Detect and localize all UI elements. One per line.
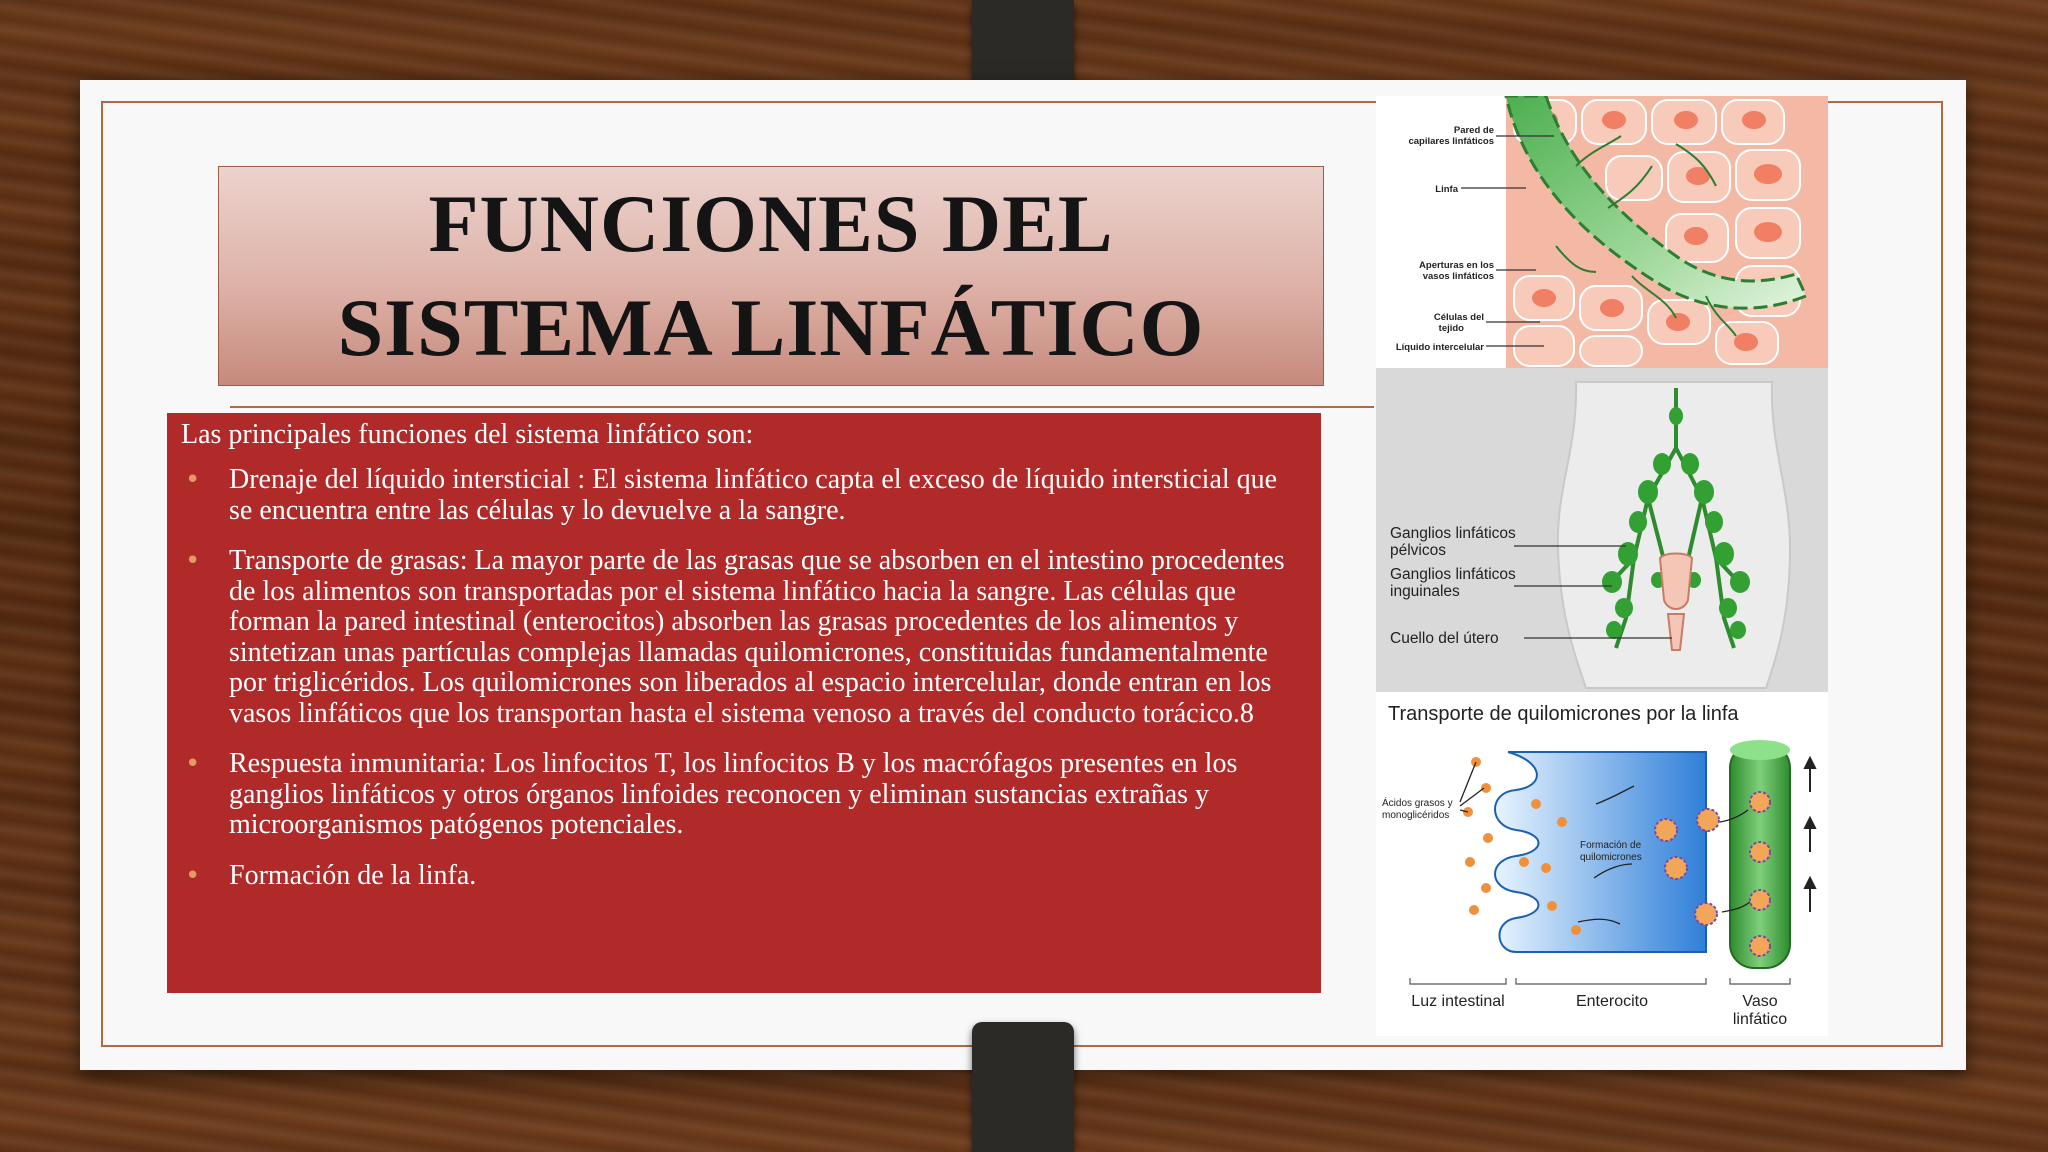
bullet-icon: •: [185, 465, 201, 495]
label-celulas-1: Células del: [1433, 312, 1484, 323]
bullet-icon: •: [185, 860, 201, 891]
title-underline: [230, 406, 1374, 408]
list-item: [181, 546, 1307, 729]
label-inguinales-2: inguinales: [1390, 583, 1460, 600]
content-box: [167, 413, 1321, 993]
figure-title: Transporte de quilomicrones por la linfa: [1388, 703, 1739, 725]
intro-text: Las principales funciones del sistema linfático son:: [181, 419, 754, 450]
figures-column: [1376, 96, 1828, 1036]
list-item: [181, 861, 1307, 892]
label-pared-1: Pared de: [1453, 125, 1494, 136]
list-item-text: Formación de la linfa.: [229, 859, 477, 891]
label-cuello: Cuello del útero: [1390, 630, 1499, 647]
bullet-icon: •: [185, 749, 201, 779]
list-item-text: Drenaje del líquido intersticial : El sistema linfático capta el exceso de líquido intersticial que se encuentra entre las células y lo devuelve a la sangre.: [229, 464, 1278, 526]
label-celulas-2: tejido: [1438, 323, 1464, 334]
label-vaso-2: linfático: [1732, 1011, 1788, 1028]
label-acidos-1: Ácidos grasos y: [1382, 798, 1453, 809]
function-list: [181, 465, 1307, 891]
title-line-1: FUNCIONES DEL: [428, 178, 1114, 269]
title-line-2: SISTEMA LINFÁTICO: [337, 282, 1205, 373]
pelvic-lymph-nodes-figure: [1376, 368, 1828, 692]
label-enterocito: Enterocito: [1575, 993, 1649, 1010]
label-formacion-1: Formación de: [1580, 840, 1642, 851]
label-formacion-2: quilomicrones: [1580, 852, 1642, 863]
label-liquido: Líquido intercelular: [1395, 342, 1484, 353]
binder-clip-bottom: [972, 1022, 1074, 1152]
slide-paper: [80, 80, 1966, 1070]
label-aperturas-2: vasos linfáticos: [1422, 271, 1494, 282]
bullet-icon: •: [185, 546, 201, 576]
label-pelvicos-2: pélvicos: [1390, 542, 1446, 559]
title-box: [218, 166, 1324, 386]
label-aperturas-1: Aperturas en los: [1419, 260, 1494, 271]
chylomicron-transport-figure: [1376, 692, 1828, 1036]
label-inguinales-1: Ganglios linfáticos: [1390, 566, 1516, 583]
slide-title: [338, 172, 1205, 380]
lymph-capillary-figure: [1376, 96, 1828, 368]
label-acidos-2: monoglicéridos: [1382, 810, 1450, 821]
label-luz-intestinal: Luz intestinal: [1411, 993, 1505, 1010]
list-item-text: Respuesta inmunitaria: Los linfocitos T, los linfocitos B y los macrófagos presentes en los ganglios linfáticos y otros órganos linfoides reconocen y eliminan sustancias extrañas y microorganismos patógenos potenciales.: [229, 748, 1238, 840]
label-pelvicos-1: Ganglios linfáticos: [1390, 525, 1516, 542]
list-item: [181, 465, 1307, 526]
label-vaso-1: Vaso: [1742, 993, 1778, 1010]
label-linfa: Linfa: [1435, 184, 1458, 195]
list-item-text: Transporte de grasas: La mayor parte de las grasas que se absorben en el intestino procedentes de los alimentos son transportadas por el sistema linfático hacia la sangre. Las células que forman la pared intestinal (enterocitos) absorben las grasas procedentes de los alimentos y sintetizan unas partículas complejas llamadas quilomicrones, constituidas fundamentalmente por triglicéridos. Los quilomicrones son liberados al espacio intercelular, donde entran en los vasos linfáticos que los transportan hasta el sistema venoso a través del conducto torácico.8: [229, 545, 1285, 729]
label-pared-2: capilares linfáticos: [1408, 136, 1494, 147]
list-item: [181, 749, 1307, 841]
